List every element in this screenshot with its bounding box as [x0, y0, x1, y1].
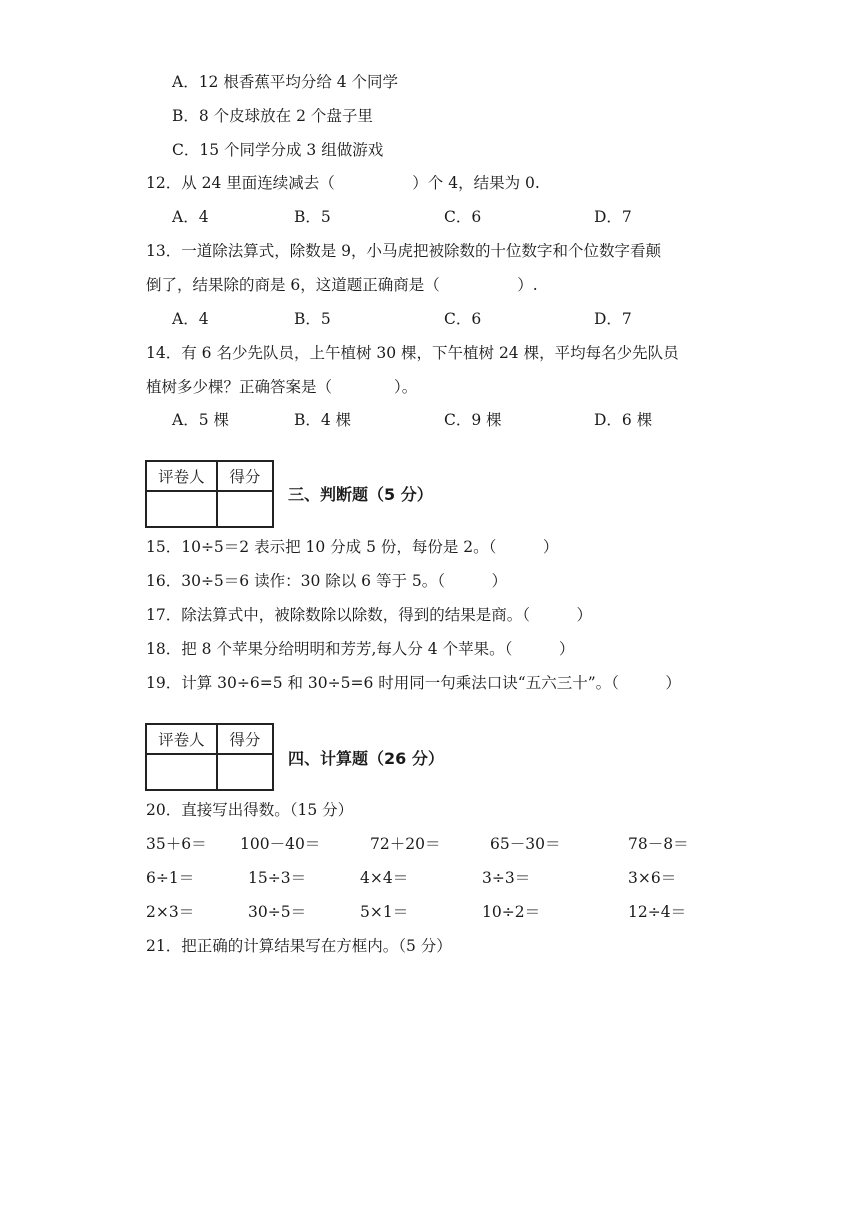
calc-item: 35＋6＝ [146, 835, 207, 853]
q13-option-d: D．7 [594, 310, 632, 328]
q12-option-c: C．6 [444, 208, 482, 226]
calc-item: 15÷3＝ [248, 869, 307, 887]
grader-cell[interactable] [146, 754, 217, 790]
calc-item: 12÷4＝ [628, 903, 687, 921]
q18: 18．把 8 个苹果分给明明和芳芳,每人分 4 个苹果。（ ） [146, 640, 575, 658]
q13-option-c: C．6 [444, 310, 482, 328]
score-label: 得分 [217, 461, 273, 491]
grader-label: 评卷人 [146, 724, 217, 754]
q15: 15．10÷5＝2 表示把 10 分成 5 份，每份是 2。（ ） [146, 538, 559, 556]
q14-option-a: A．5 棵 [172, 411, 229, 429]
q11-option-b: B．8 个皮球放在 2 个盘子里 [172, 107, 373, 125]
calc-item: 3÷3＝ [482, 869, 531, 887]
calc-item: 100－40＝ [240, 835, 321, 853]
q14-option-b: B．4 棵 [294, 411, 352, 429]
q19: 19．计算 30÷6=5 和 30÷5=6 时用同一句乘法口诀“五六三十”。（ ） [146, 674, 681, 692]
q13-stem-line2: 倒了，结果除的商是 6，这道题正确商是（ ）. [146, 276, 538, 294]
calc-item: 65－30＝ [490, 835, 561, 853]
calc-item: 6÷1＝ [146, 869, 195, 887]
q17: 17．除法算式中，被除数除以除数，得到的结果是商。（ ） [146, 606, 592, 624]
q12-stem: 12．从 24 里面连续减去（ ）个 4，结果为 0. [146, 174, 540, 192]
q14-stem-line1: 14．有 6 名少先队员，上午植树 30 棵，下午植树 24 棵，平均每名少先队员 [146, 344, 679, 362]
q13-stem-line1: 13．一道除法算式，除数是 9，小马虎把被除数的十位数字和个位数字看颠 [146, 242, 662, 260]
q21-stem: 21．把正确的计算结果写在方框内。（5 分） [146, 937, 452, 955]
calc-item: 72＋20＝ [370, 835, 441, 853]
q12-option-d: D．7 [594, 208, 632, 226]
q11-option-c: C．15 个同学分成 3 组做游戏 [172, 141, 384, 159]
grader-label: 评卷人 [146, 461, 217, 491]
calc-item: 10÷2＝ [482, 903, 541, 921]
q20-stem: 20．直接写出得数。（15 分） [146, 801, 354, 819]
calc-item: 3×6＝ [628, 869, 677, 887]
section4-title: 四、计算题（26 分） [288, 749, 444, 768]
score-label: 得分 [217, 724, 273, 754]
q14-option-d: D．6 棵 [594, 411, 653, 429]
q16: 16．30÷5＝6 读作：30 除以 6 等于 5。（ ） [146, 572, 507, 590]
score-box-section4 [145, 723, 274, 791]
section3-title: 三、判断题（5 分） [288, 485, 433, 504]
score-cell[interactable] [217, 754, 273, 790]
q11-option-a: A．12 根香蕉平均分给 4 个同学 [172, 73, 399, 91]
calc-item: 30÷5＝ [248, 903, 307, 921]
calc-item: 2×3＝ [146, 903, 195, 921]
q12-option-b: B．5 [294, 208, 331, 226]
score-cell[interactable] [217, 491, 273, 527]
q13-option-b: B．5 [294, 310, 331, 328]
q13-option-a: A．4 [172, 310, 209, 328]
q14-stem-line2: 植树多少棵？正确答案是（ ）。 [146, 378, 418, 396]
q14-option-c: C．9 棵 [444, 411, 502, 429]
grader-cell[interactable] [146, 491, 217, 527]
calc-item: 78－8＝ [628, 835, 689, 853]
score-box-section3 [145, 460, 274, 528]
calc-item: 5×1＝ [360, 903, 409, 921]
q12-option-a: A．4 [172, 208, 209, 226]
calc-item: 4×4＝ [360, 869, 409, 887]
